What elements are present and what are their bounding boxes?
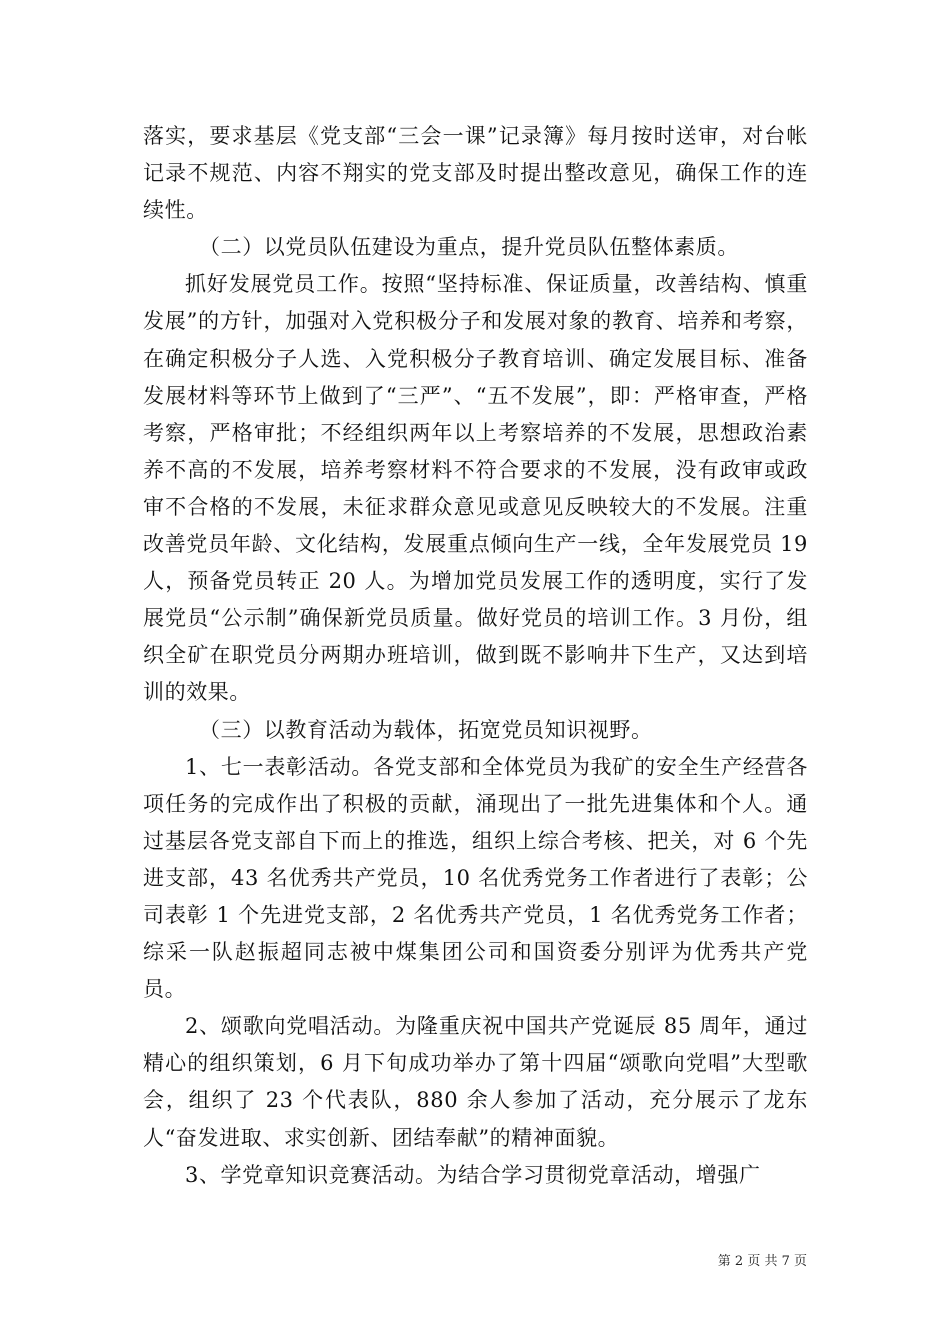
- paragraph-july-first-commendation: 1、七一表彰活动。各党支部和全体党员为我矿的安全生产经营各项任务的完成作出了积极的贡献，涌现出了一批先进集体和个人。通过基层各党支部自下而上的推选，组织上综合考核、把关，对 6 个先进支部，43 名优秀共产党员，10 名优秀党务工作者进行了表彰；公司表彰 1 个先进党支部，2 名优秀共产党员，1 名优秀党务工作者；综采一队赵振超同志被中煤集团公司和国资委分别评为优秀共产党员。: [143, 754, 808, 1002]
- paragraph-song-activity: 2、颂歌向党唱活动。为隆重庆祝中国共产党诞辰 85 周年，通过精心的组织策划，6 月下旬成功举办了第十四届“颂歌向党唱”大型歌会，组织了 23 个代表队，880 余人参加了活动，充分展示了龙东人“奋发进取、求实创新、团结奉献”的精神面貌。: [143, 1014, 808, 1150]
- document-body: [143, 118, 808, 1194]
- section-heading-2: （二）以党员队伍建设为重点，提升党员队伍整体素质。: [199, 235, 739, 260]
- paragraph-party-constitution-quiz: 3、学党章知识竞赛活动。为结合学习贯彻党章活动，增强广: [185, 1162, 761, 1187]
- paragraph-continuation: 落实，要求基层《党支部“三会一课”记录簿》每月按时送审，对台帐记录不规范、内容不翔实的党支部及时提出整改意见，确保工作的连续性。: [143, 124, 808, 223]
- page-number-footer: 第 2 页 共 7 页: [717, 1254, 807, 1269]
- paragraph-party-member-development: 抓好发展党员工作。按照“坚持标准、保证质量，改善结构、慎重发展”的方针，加强对入党积极分子和发展对象的教育、培养和考察，在确定积极分子人选、入党积极分子教育培训、确定发展目标、准备发展材料等环节上做到了“三严”、“五不发展”，即：严格审查，严格考察，严格审批；不经组织两年以上考察培养的不发展，思想政治素养不高的不发展，培养考察材料不符合要求的不发展，没有政审或政审不合格的不发展，未征求群众意见或意见反映较大的不发展。注重改善党员年龄、文化结构，发展重点倾向生产一线，全年发展党员 19 人，预备党员转正 20 人。为增加党员发展工作的透明度，实行了发展党员“公示制”确保新党员质量。做好党员的培训工作。3 月份，组织全矿在职党员分两期办班培训，做到既不影响井下生产，又达到培训的效果。: [143, 272, 808, 705]
- section-heading-3: （三）以教育活动为载体，拓宽党员知识视野。: [199, 717, 653, 742]
